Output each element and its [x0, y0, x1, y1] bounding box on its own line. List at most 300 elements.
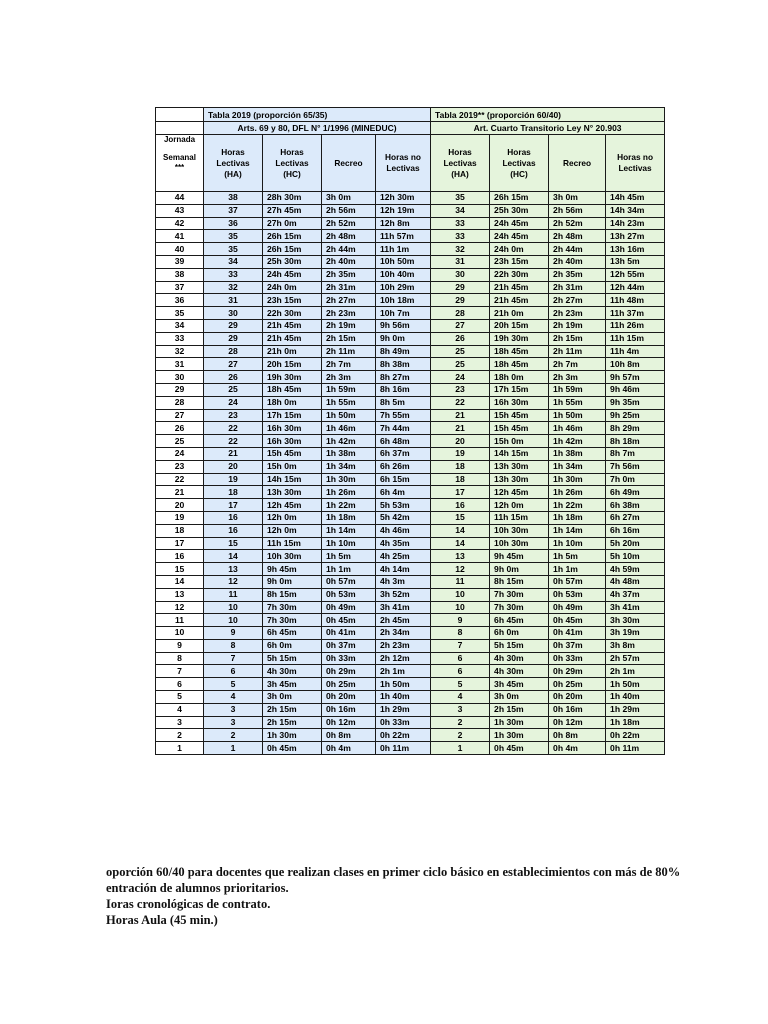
cell-horas-no-lectivas: 2h 57m	[606, 652, 665, 665]
cell-horas-lectivas-ha: 7	[204, 652, 263, 665]
cell-horas-no-lectivas: 0h 22m	[606, 729, 665, 742]
cell-horas-no-lectivas: 0h 33m	[376, 716, 431, 729]
cell-horas-no-lectivas: 14h 45m	[606, 192, 665, 205]
cell-horas-lectivas-hc: 27h 0m	[263, 217, 322, 230]
cell-horas-lectivas-hc: 12h 0m	[263, 524, 322, 537]
cell-horas-lectivas-hc: 18h 0m	[263, 396, 322, 409]
cell-horas-lectivas-hc: 17h 15m	[490, 383, 549, 396]
cell-horas-no-lectivas: 11h 1m	[376, 243, 431, 256]
col-header-line: Recreo	[334, 157, 363, 168]
cell-horas-no-lectivas: 7h 44m	[376, 422, 431, 435]
cell-recreo: 0h 57m	[322, 575, 376, 588]
cell-jornada: 44	[156, 192, 204, 205]
cell-recreo: 0h 8m	[322, 729, 376, 742]
cell-horas-lectivas-hc: 16h 30m	[263, 422, 322, 435]
cell-horas-no-lectivas: 2h 34m	[376, 627, 431, 640]
cell-horas-lectivas-ha: 22	[431, 396, 490, 409]
cell-horas-no-lectivas: 11h 15m	[606, 332, 665, 345]
cell-horas-no-lectivas: 9h 35m	[606, 396, 665, 409]
cell-jornada: 26	[156, 422, 204, 435]
cell-horas-lectivas-hc: 6h 45m	[490, 614, 549, 627]
cell-horas-lectivas-ha: 38	[204, 192, 263, 205]
group-title-2019-60-40: Tabla 2019** (proporción 60/40)	[431, 108, 665, 122]
cell-recreo: 2h 15m	[549, 332, 606, 345]
table-row	[156, 243, 665, 256]
cell-recreo: 0h 49m	[549, 601, 606, 614]
hours-table-sheet	[155, 107, 664, 755]
cell-horas-lectivas-ha: 3	[431, 703, 490, 716]
table-row	[156, 678, 665, 691]
cell-horas-no-lectivas: 9h 57m	[606, 371, 665, 384]
cell-horas-lectivas-ha: 17	[204, 499, 263, 512]
cell-horas-no-lectivas: 6h 48m	[376, 435, 431, 448]
cell-horas-lectivas-ha: 6	[431, 665, 490, 678]
cell-recreo: 1h 30m	[322, 473, 376, 486]
cell-jornada: 18	[156, 524, 204, 537]
cell-horas-lectivas-ha: 3	[204, 703, 263, 716]
col-header-line: (HA)	[224, 168, 242, 179]
cell-horas-no-lectivas: 8h 29m	[606, 422, 665, 435]
cell-horas-no-lectivas: 8h 16m	[376, 383, 431, 396]
cell-horas-lectivas-ha: 21	[204, 447, 263, 460]
cell-horas-lectivas-hc: 7h 30m	[263, 614, 322, 627]
cell-horas-no-lectivas: 4h 25m	[376, 550, 431, 563]
col-header-line: Lectivas	[275, 157, 309, 168]
cell-horas-lectivas-ha: 33	[431, 230, 490, 243]
cell-jornada: 23	[156, 460, 204, 473]
cell-horas-lectivas-hc: 14h 15m	[490, 447, 549, 460]
cell-recreo: 0h 12m	[549, 716, 606, 729]
cell-horas-no-lectivas: 5h 53m	[376, 499, 431, 512]
cell-jornada: 37	[156, 281, 204, 294]
cell-recreo: 0h 12m	[322, 716, 376, 729]
cell-horas-lectivas-hc: 18h 45m	[263, 383, 322, 396]
cell-recreo: 2h 56m	[549, 204, 606, 217]
table-row	[156, 588, 665, 601]
cell-horas-lectivas-hc: 10h 30m	[490, 524, 549, 537]
cell-horas-lectivas-ha: 20	[204, 460, 263, 473]
cell-horas-no-lectivas: 8h 5m	[376, 396, 431, 409]
cell-horas-lectivas-hc: 24h 0m	[263, 281, 322, 294]
col-header-line: (HC)	[510, 168, 528, 179]
cell-horas-lectivas-ha: 6	[204, 665, 263, 678]
cell-horas-lectivas-ha: 23	[204, 409, 263, 422]
cell-horas-lectivas-hc: 16h 30m	[263, 435, 322, 448]
cell-horas-no-lectivas: 6h 49m	[606, 486, 665, 499]
cell-recreo: 2h 23m	[549, 307, 606, 320]
cell-horas-no-lectivas: 6h 37m	[376, 447, 431, 460]
cell-horas-lectivas-hc: 17h 15m	[263, 409, 322, 422]
col-header-horas-no-lectivas	[606, 135, 665, 192]
col-header-line: Horas	[448, 146, 472, 157]
cell-recreo: 0h 8m	[549, 729, 606, 742]
cell-horas-no-lectivas: 5h 42m	[376, 511, 431, 524]
cell-recreo: 0h 37m	[549, 639, 606, 652]
cell-horas-lectivas-ha: 31	[431, 255, 490, 268]
table-row	[156, 332, 665, 345]
table-row	[156, 473, 665, 486]
cell-horas-no-lectivas: 4h 3m	[376, 575, 431, 588]
cell-recreo: 1h 42m	[322, 435, 376, 448]
footnotes	[106, 864, 726, 928]
cell-horas-lectivas-ha: 37	[204, 204, 263, 217]
cell-horas-lectivas-ha: 10	[431, 588, 490, 601]
cell-horas-no-lectivas: 12h 30m	[376, 192, 431, 205]
cell-horas-no-lectivas: 12h 44m	[606, 281, 665, 294]
cell-recreo: 2h 11m	[322, 345, 376, 358]
cell-horas-lectivas-hc: 0h 45m	[490, 742, 549, 755]
cell-horas-lectivas-hc: 18h 45m	[490, 358, 549, 371]
cell-horas-lectivas-ha: 4	[204, 691, 263, 704]
cell-recreo: 0h 41m	[322, 627, 376, 640]
cell-recreo: 2h 40m	[322, 255, 376, 268]
group-subtitle-dfl: Arts. 69 y 80, DFL N° 1/1996 (MINEDUC)	[204, 122, 431, 135]
cell-horas-lectivas-ha: 27	[204, 358, 263, 371]
cell-horas-lectivas-hc: 5h 15m	[490, 639, 549, 652]
cell-recreo: 1h 46m	[549, 422, 606, 435]
cell-horas-lectivas-hc: 26h 15m	[263, 243, 322, 256]
cell-recreo: 0h 53m	[322, 588, 376, 601]
table-row	[156, 639, 665, 652]
cell-horas-lectivas-hc: 15h 45m	[490, 409, 549, 422]
table-row	[156, 204, 665, 217]
table-row	[156, 575, 665, 588]
cell-horas-no-lectivas: 12h 8m	[376, 217, 431, 230]
cell-horas-no-lectivas: 0h 11m	[376, 742, 431, 755]
cell-horas-lectivas-ha: 29	[204, 319, 263, 332]
cell-horas-lectivas-hc: 22h 30m	[263, 307, 322, 320]
col-header-horas-lectivas-hc	[263, 135, 322, 192]
cell-horas-lectivas-hc: 2h 15m	[263, 716, 322, 729]
cell-horas-no-lectivas: 7h 56m	[606, 460, 665, 473]
cell-horas-lectivas-ha: 13	[431, 550, 490, 563]
cell-recreo: 2h 15m	[322, 332, 376, 345]
col-header-line: Lectivas	[618, 163, 652, 173]
table-row	[156, 499, 665, 512]
cell-horas-lectivas-hc: 8h 15m	[263, 588, 322, 601]
jornada-header-line: Jornada	[163, 135, 196, 144]
cell-horas-no-lectivas: 6h 4m	[376, 486, 431, 499]
group-title-2019-65-35: Tabla 2019 (proporción 65/35)	[204, 108, 431, 122]
col-header-line: Horas no	[617, 152, 654, 162]
table-row	[156, 268, 665, 281]
cell-horas-no-lectivas: 2h 1m	[376, 665, 431, 678]
cell-horas-lectivas-hc: 13h 30m	[490, 473, 549, 486]
cell-recreo: 2h 27m	[322, 294, 376, 307]
cell-horas-lectivas-ha: 16	[431, 499, 490, 512]
cell-jornada: 41	[156, 230, 204, 243]
cell-horas-no-lectivas: 11h 48m	[606, 294, 665, 307]
cell-horas-no-lectivas: 11h 57m	[376, 230, 431, 243]
table-row	[156, 230, 665, 243]
cell-recreo: 1h 18m	[549, 511, 606, 524]
cell-horas-no-lectivas: 1h 50m	[606, 678, 665, 691]
table-row	[156, 371, 665, 384]
cell-horas-no-lectivas: 14h 34m	[606, 204, 665, 217]
cell-horas-lectivas-ha: 15	[204, 537, 263, 550]
cell-horas-lectivas-hc: 25h 30m	[263, 255, 322, 268]
cell-horas-no-lectivas: 8h 38m	[376, 358, 431, 371]
group-subtitle-ley: Art. Cuarto Transitorio Ley N° 20.903	[431, 122, 665, 135]
cell-horas-lectivas-ha: 13	[204, 563, 263, 576]
cell-recreo: 2h 7m	[549, 358, 606, 371]
cell-horas-no-lectivas: 9h 46m	[606, 383, 665, 396]
cell-horas-lectivas-ha: 33	[431, 217, 490, 230]
cell-horas-lectivas-ha: 22	[204, 435, 263, 448]
cell-horas-no-lectivas: 10h 29m	[376, 281, 431, 294]
cell-recreo: 0h 49m	[322, 601, 376, 614]
cell-jornada: 8	[156, 652, 204, 665]
col-header-recreo	[549, 135, 606, 192]
table-row	[156, 435, 665, 448]
cell-horas-lectivas-ha: 1	[431, 742, 490, 755]
cell-horas-no-lectivas: 6h 16m	[606, 524, 665, 537]
cell-recreo: 1h 10m	[322, 537, 376, 550]
cell-jornada: 31	[156, 358, 204, 371]
cell-horas-lectivas-ha: 8	[431, 627, 490, 640]
cell-recreo: 1h 5m	[549, 550, 606, 563]
cell-jornada: 7	[156, 665, 204, 678]
cell-recreo: 0h 4m	[549, 742, 606, 755]
cell-horas-lectivas-hc: 12h 0m	[263, 511, 322, 524]
cell-jornada: 42	[156, 217, 204, 230]
cell-horas-lectivas-hc: 24h 45m	[490, 217, 549, 230]
cell-recreo: 1h 34m	[322, 460, 376, 473]
table-row	[156, 217, 665, 230]
cell-horas-lectivas-hc: 27h 45m	[263, 204, 322, 217]
cell-jornada: 25	[156, 435, 204, 448]
cell-horas-no-lectivas: 10h 8m	[606, 358, 665, 371]
cell-horas-no-lectivas: 10h 7m	[376, 307, 431, 320]
col-header-horas-lectivas-ha	[431, 135, 490, 192]
table-row	[156, 614, 665, 627]
cell-recreo: 0h 33m	[549, 652, 606, 665]
cell-horas-no-lectivas: 8h 7m	[606, 447, 665, 460]
cell-horas-lectivas-ha: 33	[204, 268, 263, 281]
cell-jornada: 39	[156, 255, 204, 268]
cell-horas-lectivas-ha: 5	[431, 678, 490, 691]
col-header-horas-no-lectivas	[376, 135, 431, 192]
cell-horas-lectivas-ha: 4	[431, 691, 490, 704]
cell-horas-lectivas-ha: 29	[431, 281, 490, 294]
cell-recreo: 2h 31m	[549, 281, 606, 294]
cell-jornada: 40	[156, 243, 204, 256]
cell-horas-no-lectivas: 0h 11m	[606, 742, 665, 755]
cell-jornada: 35	[156, 307, 204, 320]
cell-recreo: 0h 25m	[549, 678, 606, 691]
cell-horas-no-lectivas: 4h 46m	[376, 524, 431, 537]
cell-horas-lectivas-ha: 2	[431, 729, 490, 742]
cell-horas-lectivas-hc: 6h 0m	[263, 639, 322, 652]
cell-horas-lectivas-ha: 14	[204, 550, 263, 563]
cell-horas-lectivas-ha: 26	[204, 371, 263, 384]
cell-horas-lectivas-hc: 23h 15m	[263, 294, 322, 307]
table-row	[156, 601, 665, 614]
cell-horas-lectivas-hc: 7h 30m	[490, 601, 549, 614]
cell-recreo: 2h 56m	[322, 204, 376, 217]
jornada-header-line: ***	[174, 163, 185, 172]
col-header-line: Horas no	[385, 152, 421, 162]
cell-horas-no-lectivas: 3h 19m	[606, 627, 665, 640]
table-row	[156, 319, 665, 332]
cell-jornada: 20	[156, 499, 204, 512]
table-row	[156, 255, 665, 268]
cell-horas-lectivas-ha: 24	[204, 396, 263, 409]
cell-jornada: 29	[156, 383, 204, 396]
cell-horas-no-lectivas: 8h 49m	[376, 345, 431, 358]
cell-recreo: 2h 35m	[322, 268, 376, 281]
cell-horas-lectivas-hc: 1h 30m	[263, 729, 322, 742]
cell-horas-lectivas-hc: 13h 30m	[490, 460, 549, 473]
cell-jornada: 30	[156, 371, 204, 384]
table-row	[156, 563, 665, 576]
table-row	[156, 422, 665, 435]
cell-horas-lectivas-ha: 10	[204, 614, 263, 627]
cell-horas-lectivas-ha: 31	[204, 294, 263, 307]
cell-horas-lectivas-hc: 11h 15m	[263, 537, 322, 550]
jornada-semanal-header	[156, 135, 204, 192]
cell-jornada: 36	[156, 294, 204, 307]
cell-horas-lectivas-hc: 6h 0m	[490, 627, 549, 640]
cell-horas-lectivas-hc: 23h 15m	[490, 255, 549, 268]
cell-recreo: 1h 14m	[549, 524, 606, 537]
cell-horas-no-lectivas: 10h 40m	[376, 268, 431, 281]
cell-jornada: 34	[156, 319, 204, 332]
cell-horas-lectivas-hc: 21h 45m	[263, 319, 322, 332]
cell-horas-lectivas-hc: 22h 30m	[490, 268, 549, 281]
cell-horas-lectivas-hc: 4h 30m	[490, 665, 549, 678]
cell-recreo: 0h 53m	[549, 588, 606, 601]
cell-horas-no-lectivas: 7h 55m	[376, 409, 431, 422]
footnote-line: oporción 60/40 para docentes que realizan clases en primer ciclo básico en establecimientos con más de 80%	[106, 865, 681, 879]
cell-horas-lectivas-hc: 10h 30m	[490, 537, 549, 550]
cell-recreo: 2h 48m	[549, 230, 606, 243]
cell-jornada: 16	[156, 550, 204, 563]
cell-horas-no-lectivas: 6h 38m	[606, 499, 665, 512]
cell-horas-no-lectivas: 12h 19m	[376, 204, 431, 217]
cell-recreo: 1h 14m	[322, 524, 376, 537]
cell-horas-lectivas-hc: 10h 30m	[263, 550, 322, 563]
cell-horas-no-lectivas: 1h 50m	[376, 678, 431, 691]
cell-recreo: 1h 55m	[549, 396, 606, 409]
table-row	[156, 652, 665, 665]
cell-jornada: 9	[156, 639, 204, 652]
cell-recreo: 0h 16m	[322, 703, 376, 716]
cell-horas-lectivas-ha: 18	[431, 460, 490, 473]
cell-horas-lectivas-hc: 9h 45m	[490, 550, 549, 563]
cell-jornada: 24	[156, 447, 204, 460]
cell-horas-lectivas-ha: 12	[431, 563, 490, 576]
cell-horas-lectivas-ha: 10	[431, 601, 490, 614]
cell-recreo: 2h 7m	[322, 358, 376, 371]
cell-horas-no-lectivas: 4h 59m	[606, 563, 665, 576]
cell-jornada: 6	[156, 678, 204, 691]
cell-horas-lectivas-ha: 11	[431, 575, 490, 588]
cell-horas-lectivas-hc: 12h 45m	[263, 499, 322, 512]
cell-horas-lectivas-hc: 16h 30m	[490, 396, 549, 409]
cell-horas-lectivas-hc: 9h 45m	[263, 563, 322, 576]
cell-recreo: 2h 27m	[549, 294, 606, 307]
cell-horas-no-lectivas: 1h 40m	[606, 691, 665, 704]
cell-horas-lectivas-hc: 20h 15m	[263, 358, 322, 371]
cell-recreo: 1h 1m	[322, 563, 376, 576]
table-row	[156, 281, 665, 294]
cell-recreo: 2h 31m	[322, 281, 376, 294]
cell-horas-lectivas-hc: 9h 0m	[490, 563, 549, 576]
cell-jornada: 1	[156, 742, 204, 755]
table-row	[156, 396, 665, 409]
cell-recreo: 1h 18m	[322, 511, 376, 524]
cell-horas-no-lectivas: 6h 15m	[376, 473, 431, 486]
cell-jornada: 10	[156, 627, 204, 640]
cell-horas-no-lectivas: 14h 23m	[606, 217, 665, 230]
cell-horas-lectivas-hc: 5h 15m	[263, 652, 322, 665]
cell-recreo: 2h 11m	[549, 345, 606, 358]
cell-recreo: 1h 34m	[549, 460, 606, 473]
cell-recreo: 1h 22m	[549, 499, 606, 512]
cell-horas-lectivas-ha: 34	[204, 255, 263, 268]
table-row	[156, 703, 665, 716]
cell-recreo: 0h 29m	[322, 665, 376, 678]
cell-horas-lectivas-hc: 14h 15m	[263, 473, 322, 486]
cell-horas-no-lectivas: 13h 16m	[606, 243, 665, 256]
table-row	[156, 192, 665, 205]
cell-recreo: 1h 59m	[549, 383, 606, 396]
cell-recreo: 2h 23m	[322, 307, 376, 320]
cell-jornada: 38	[156, 268, 204, 281]
cell-horas-lectivas-ha: 25	[204, 383, 263, 396]
corner-blank-cell	[156, 122, 204, 135]
cell-horas-no-lectivas: 4h 48m	[606, 575, 665, 588]
cell-horas-no-lectivas: 3h 52m	[376, 588, 431, 601]
cell-horas-lectivas-ha: 1	[204, 742, 263, 755]
cell-jornada: 22	[156, 473, 204, 486]
table-row	[156, 716, 665, 729]
col-header-horas-lectivas-ha	[204, 135, 263, 192]
cell-horas-no-lectivas: 10h 50m	[376, 255, 431, 268]
cell-horas-lectivas-hc: 15h 45m	[263, 447, 322, 460]
table-row	[156, 460, 665, 473]
cell-horas-no-lectivas: 5h 20m	[606, 537, 665, 550]
cell-horas-lectivas-ha: 9	[204, 627, 263, 640]
cell-recreo: 2h 52m	[322, 217, 376, 230]
cell-recreo: 1h 42m	[549, 435, 606, 448]
col-header-line: Horas	[280, 146, 304, 157]
cell-recreo: 1h 38m	[322, 447, 376, 460]
cell-recreo: 1h 46m	[322, 422, 376, 435]
cell-recreo: 1h 10m	[549, 537, 606, 550]
cell-jornada: 27	[156, 409, 204, 422]
cell-horas-lectivas-hc: 1h 30m	[490, 716, 549, 729]
cell-horas-no-lectivas: 3h 30m	[606, 614, 665, 627]
cell-horas-no-lectivas: 2h 23m	[376, 639, 431, 652]
cell-horas-no-lectivas: 13h 27m	[606, 230, 665, 243]
cell-recreo: 0h 37m	[322, 639, 376, 652]
table-row	[156, 691, 665, 704]
cell-recreo: 2h 19m	[322, 319, 376, 332]
cell-horas-lectivas-ha: 16	[204, 524, 263, 537]
cell-horas-no-lectivas: 2h 45m	[376, 614, 431, 627]
cell-recreo: 1h 55m	[322, 396, 376, 409]
cell-horas-lectivas-hc: 13h 30m	[263, 486, 322, 499]
cell-recreo: 0h 16m	[549, 703, 606, 716]
cell-horas-lectivas-hc: 24h 45m	[263, 268, 322, 281]
cell-horas-lectivas-hc: 21h 0m	[263, 345, 322, 358]
cell-recreo: 0h 33m	[322, 652, 376, 665]
cell-horas-lectivas-ha: 19	[431, 447, 490, 460]
col-header-horas-lectivas-hc	[490, 135, 549, 192]
cell-horas-lectivas-hc: 20h 15m	[490, 319, 549, 332]
